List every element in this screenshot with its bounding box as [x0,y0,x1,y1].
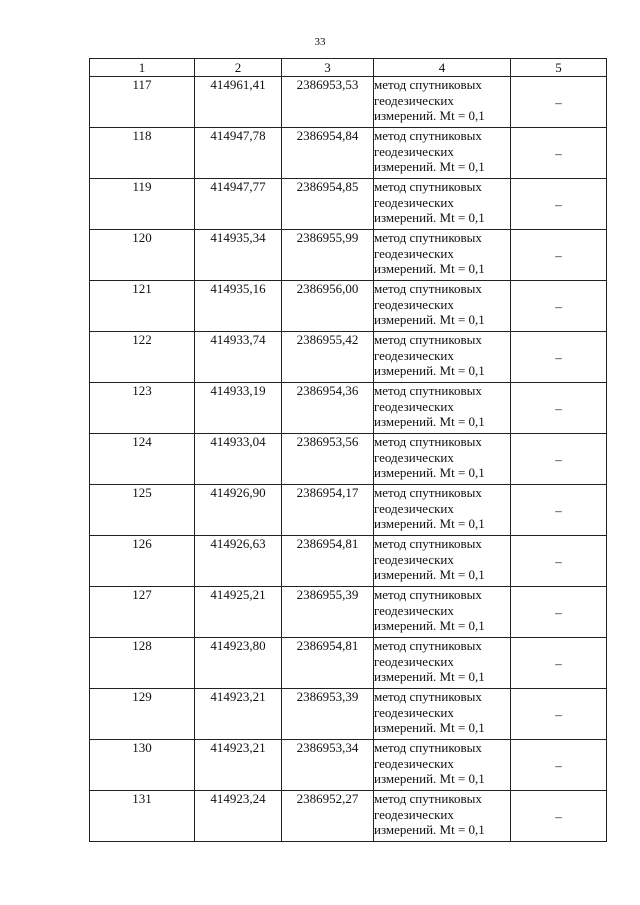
coordinate-y: 2386954,36 [282,383,374,434]
table-row [90,179,607,230]
method-line-3: измерений. Mt = 0,1 [374,567,485,582]
table-row [90,434,607,485]
table-row [90,587,607,638]
method-line-1: метод спутниковых [374,230,482,245]
coordinate-y: 2386952,27 [282,791,374,842]
method-line-2: геодезических [374,92,454,108]
method-line-1: метод спутниковых [374,383,482,398]
coordinate-x: 414935,34 [195,230,282,281]
method-line-3: измерений. Mt = 0,1 [374,108,485,123]
method-line-3: измерений. Mt = 0,1 [374,312,485,327]
column-5-value: – [511,791,607,842]
method-line-3: измерений. Mt = 0,1 [374,618,485,633]
header-col-1: 1 [90,59,195,77]
column-5-value: – [511,77,607,128]
method-line-3: измерений. Mt = 0,1 [374,363,485,378]
method-cell [374,383,511,434]
point-number: 125 [90,485,195,536]
table-row [90,638,607,689]
table-row [90,536,607,587]
table-row [90,383,607,434]
method-line-1: метод спутниковых [374,332,482,347]
coordinate-y: 2386955,39 [282,587,374,638]
method-line-2: геодезических [374,500,454,516]
coordinate-y: 2386953,39 [282,689,374,740]
method-cell [374,281,511,332]
column-5-value: – [511,383,607,434]
point-number: 117 [90,77,195,128]
coordinate-x: 414925,21 [195,587,282,638]
coordinate-x: 414926,63 [195,536,282,587]
coordinate-x: 414923,80 [195,638,282,689]
table-row [90,128,607,179]
column-5-value: – [511,281,607,332]
column-5-value: – [511,230,607,281]
method-line-2: геодезических [374,143,454,159]
coordinate-y: 2386956,00 [282,281,374,332]
point-number: 126 [90,536,195,587]
method-cell [374,230,511,281]
point-number: 128 [90,638,195,689]
method-line-3: измерений. Mt = 0,1 [374,771,485,786]
header-col-3: 3 [282,59,374,77]
method-cell [374,77,511,128]
point-number: 121 [90,281,195,332]
method-line-2: геодезических [374,194,454,210]
method-line-1: метод спутниковых [374,281,482,296]
method-line-3: измерений. Mt = 0,1 [374,720,485,735]
point-number: 118 [90,128,195,179]
coordinate-x: 414933,74 [195,332,282,383]
column-5-value: – [511,638,607,689]
column-5-value: – [511,740,607,791]
point-number: 123 [90,383,195,434]
method-line-2: геодезических [374,602,454,618]
coordinate-x: 414923,24 [195,791,282,842]
point-number: 120 [90,230,195,281]
point-number: 129 [90,689,195,740]
method-cell [374,587,511,638]
coordinate-x: 414961,41 [195,77,282,128]
header-col-4: 4 [374,59,511,77]
method-line-1: метод спутниковых [374,587,482,602]
coordinate-y: 2386954,85 [282,179,374,230]
method-cell [374,536,511,587]
column-5-value: – [511,689,607,740]
method-cell [374,434,511,485]
coordinate-x: 414933,04 [195,434,282,485]
table-row [90,689,607,740]
method-line-1: метод спутниковых [374,740,482,755]
coordinate-y: 2386953,34 [282,740,374,791]
coordinate-x: 414926,90 [195,485,282,536]
point-number: 131 [90,791,195,842]
coordinate-y: 2386953,56 [282,434,374,485]
method-line-1: метод спутниковых [374,485,482,500]
table-row [90,791,607,842]
coordinate-y: 2386955,42 [282,332,374,383]
method-line-3: измерений. Mt = 0,1 [374,159,485,174]
method-line-2: геодезических [374,653,454,669]
method-line-3: измерений. Mt = 0,1 [374,414,485,429]
column-5-value: – [511,179,607,230]
method-line-1: метод спутниковых [374,77,482,92]
table-row [90,485,607,536]
method-line-3: измерений. Mt = 0,1 [374,210,485,225]
page-number: 33 [314,36,326,48]
method-cell [374,689,511,740]
header-row [90,59,607,77]
column-5-value: – [511,587,607,638]
coordinate-y: 2386954,84 [282,128,374,179]
column-5-value: – [511,536,607,587]
coordinate-x: 414947,77 [195,179,282,230]
method-cell [374,485,511,536]
method-cell [374,128,511,179]
method-line-1: метод спутниковых [374,791,482,806]
header-col-2: 2 [195,59,282,77]
method-line-2: геодезических [374,245,454,261]
method-line-1: метод спутниковых [374,128,482,143]
point-number: 130 [90,740,195,791]
table-row [90,230,607,281]
method-line-3: измерений. Mt = 0,1 [374,261,485,276]
coordinate-x: 414947,78 [195,128,282,179]
method-line-2: геодезических [374,449,454,465]
table-row [90,77,607,128]
coordinate-x: 414923,21 [195,689,282,740]
point-number: 122 [90,332,195,383]
point-number: 124 [90,434,195,485]
point-number: 119 [90,179,195,230]
column-5-value: – [511,128,607,179]
header-col-5: 5 [511,59,607,77]
method-line-2: геодезических [374,551,454,567]
method-cell [374,791,511,842]
column-5-value: – [511,434,607,485]
column-5-value: – [511,485,607,536]
coordinates-table [89,58,607,842]
method-line-2: геодезических [374,704,454,720]
method-line-1: метод спутниковых [374,638,482,653]
coordinate-y: 2386955,99 [282,230,374,281]
point-number: 127 [90,587,195,638]
table-header [90,59,607,77]
method-line-1: метод спутниковых [374,434,482,449]
table-row [90,332,607,383]
method-line-1: метод спутниковых [374,689,482,704]
coordinate-x: 414923,21 [195,740,282,791]
table-row [90,281,607,332]
method-line-2: геодезических [374,398,454,414]
method-line-3: измерений. Mt = 0,1 [374,465,485,480]
table-body [90,77,607,842]
method-line-2: геодезических [374,296,454,312]
coordinate-x: 414935,16 [195,281,282,332]
method-cell [374,638,511,689]
method-cell [374,179,511,230]
coordinate-y: 2386954,81 [282,638,374,689]
coordinate-x: 414933,19 [195,383,282,434]
table-row [90,740,607,791]
method-line-2: геодезических [374,806,454,822]
column-5-value: – [511,332,607,383]
method-cell [374,740,511,791]
method-cell [374,332,511,383]
coordinate-y: 2386954,81 [282,536,374,587]
method-line-2: геодезических [374,347,454,363]
method-line-3: измерений. Mt = 0,1 [374,516,485,531]
method-line-2: геодезических [374,755,454,771]
method-line-1: метод спутниковых [374,179,482,194]
method-line-3: измерений. Mt = 0,1 [374,669,485,684]
method-line-3: измерений. Mt = 0,1 [374,822,485,837]
method-line-1: метод спутниковых [374,536,482,551]
coordinate-y: 2386954,17 [282,485,374,536]
coordinate-y: 2386953,53 [282,77,374,128]
